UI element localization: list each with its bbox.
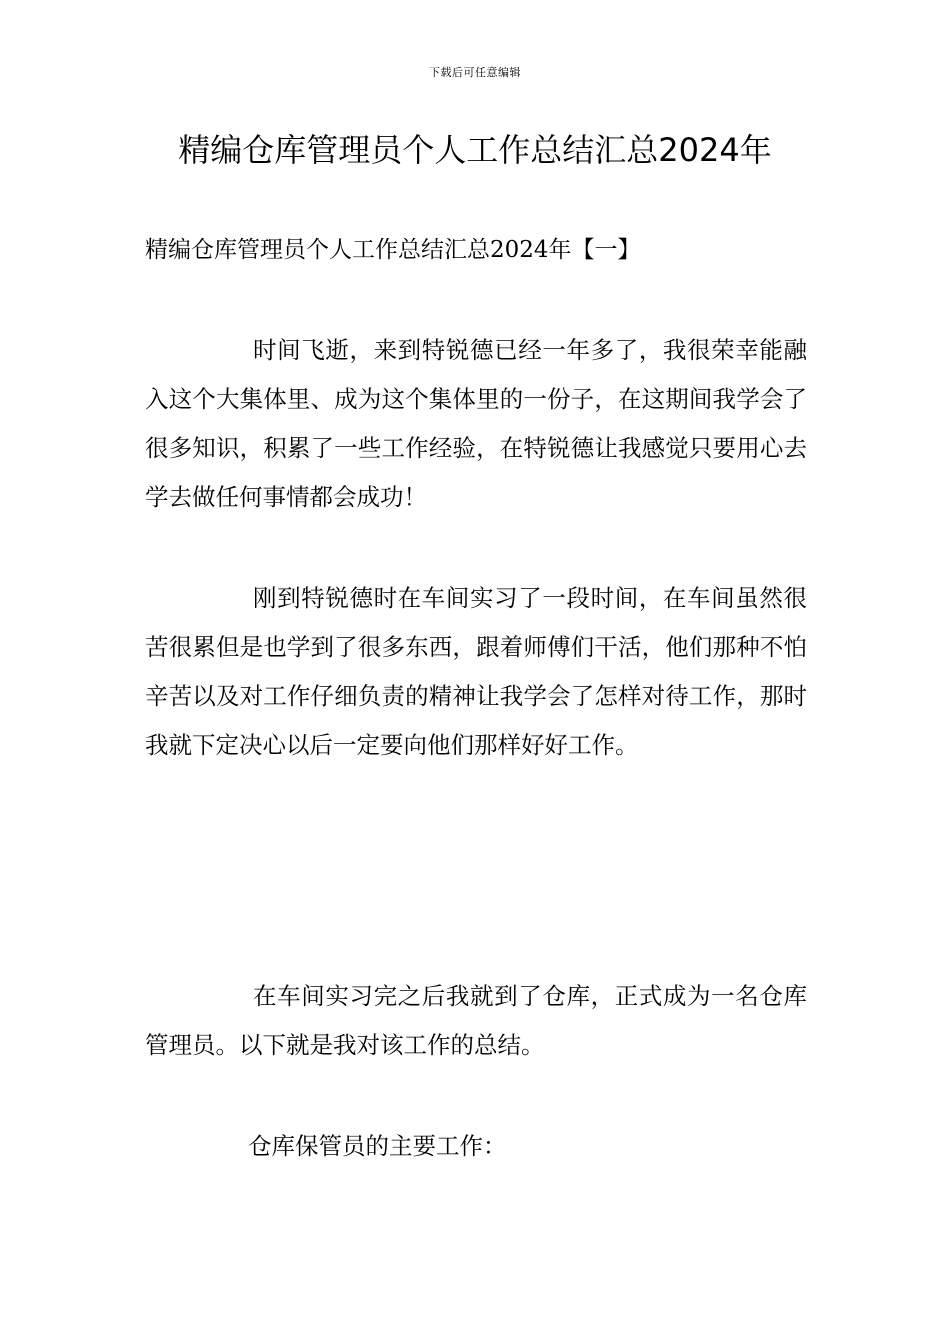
paragraph-main-duties-heading: 仓库保管员的主要工作： [248,1132,507,1160]
document-title: 精编仓库管理员个人工作总结汇总2024年 [178,131,772,169]
paragraph-workshop-internship: 刚到特锐德时在车间实习了一段时间，在车间虽然很苦很累但是也学到了很多东西，跟着师傅们干活，他们那种不怕辛苦以及对工作仔细负责的精神让我学会了怎样对待工作，那时我就下定决心以后一定要向他们那样好好工作。 [145,584,807,759]
section-subheading: 精编仓库管理员个人工作总结汇总2024年【一】 [145,237,641,263]
paragraph-warehouse-start: 在车间实习完之后我就到了仓库，正式成为一名仓库管理员。以下就是我对该工作的总结。 [145,982,807,1059]
paragraph-intro: 时间飞逝，来到特锐德已经一年多了，我很荣幸能融入这个大集体里、成为这个集体里的一份子，在这期间我学会了很多知识，积累了一些工作经验，在特锐德让我感觉只要用心去学去做任何事情都会成功！ [145,336,807,511]
header-note: 下载后可任意编辑 [429,66,521,79]
